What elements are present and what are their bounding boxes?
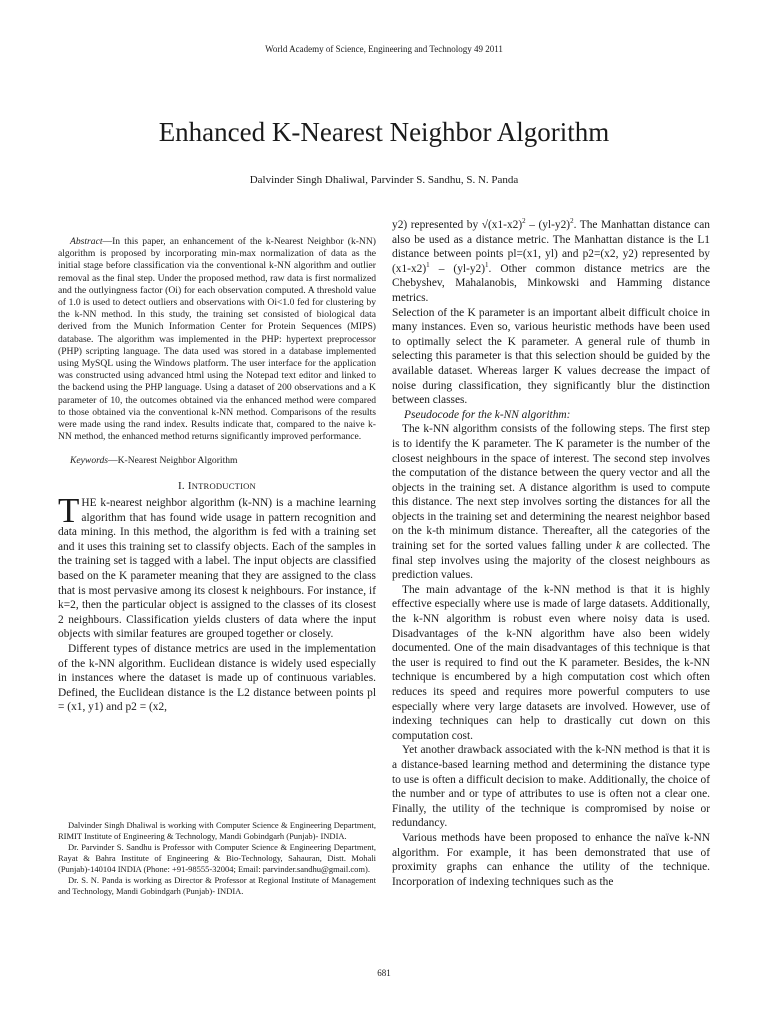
distance-text-d: – (yl-y2) bbox=[429, 262, 486, 275]
pseudocode-text-end: are collected. The final step involves using the majority of the closest neighbours as prediction values. bbox=[392, 540, 711, 582]
superscript: 2 bbox=[570, 217, 574, 226]
left-column bbox=[58, 218, 376, 715]
right-column bbox=[392, 218, 710, 889]
keywords bbox=[58, 455, 376, 467]
paper-title: Enhanced K-Nearest Neighbor Algorithm bbox=[158, 117, 610, 147]
journal-header: World Academy of Science, Engineering and Technology 49 2011 bbox=[265, 44, 503, 54]
distance-text-a: y2) represented by √(x1-x2) bbox=[392, 219, 523, 231]
pseudocode-subheading: Pseudocode for the k-NN algorithm: bbox=[404, 408, 571, 421]
advantages-paragraph: The main advantage of the k-NN method is that it is highly effective especially where use is made of large datasets. Additionally, the k-NN algorithm is robust even where noisy data is used. Disadvantages of the k-NN algorithm have also been widely documented. One of the main disadvantages of this technique is that the user is required to find out the K parameter. Besides, the k-NN technique is encumbered by a high computation cost which often reduces its speed and requires more powerful computers to use especially where very large datasets are involved. However, use of indexing techniques can help to drastically cut down on this computation cost. bbox=[392, 583, 710, 742]
page-number: 681 bbox=[377, 968, 391, 978]
drawback-paragraph: Yet another drawback associated with the k-NN method is that it is a distance-based learning method and determining the distance type to use is often a difficult decision to make. Additionally, the choice of the number and or type of attributes to use is often not a clear one. Finally, the utility of the technique is compromised by noise or redundancy. bbox=[392, 744, 710, 830]
distance-paragraph bbox=[392, 218, 710, 306]
paper-authors: Dalvinder Singh Dhaliwal, Parvinder S. Sandhu, S. N. Panda bbox=[249, 174, 519, 186]
distance-text-c: . The Manhattan distance can also be used as a distance metric. The Manhattan distance is the L1 distance between points pl=(x1, yl) and p2=(x2, y2) represented by (x1-x2) bbox=[392, 219, 710, 275]
keywords-label: Keywords bbox=[70, 455, 109, 467]
superscript: 2 bbox=[522, 217, 526, 226]
k-selection-paragraph: Selection of the K parameter is an important albeit difficult choice in many instances. Even so, various heuristic methods have been used to optimally select the K parameter. A general rule of thumb in selecting this parameter is that this selection should be guided by the available dataset. Whereas larger K values decrease the impact of noise during classification, they significantly blur the distinction between classes. bbox=[392, 306, 710, 407]
section-numeral: I. bbox=[178, 480, 185, 493]
abstract-label: Abstract bbox=[70, 236, 103, 247]
intro-paragraph-1-text: HE k-nearest neighbor algorithm (k-NN) is a machine learning algorithm that has found wide usage in pattern recognition and data mining. In this method, the algorithm is fed with a training set and it uses this training set to classify objects. Each of the samples in the training set is tagged with a label. The input objects are classified based on the K parameter meaning that they are assigned to the class that is most pervasive among its closest k neighbours. For instance, if k=2, then the particular object is assigned to the classes of its closest 2 neighbours. Classification yields clusters of data where the input objects with similar features are grouped together or closely. bbox=[58, 497, 376, 641]
pseudocode-text: The k-NN algorithm consists of the following steps. The first step is to identify the K parameter. The K parameter is the number of the closest neighbours in the space of interest. The second step involves the computation of the distance between the query vector and all the objects in the training set. A distance algorithm is used to compute this distance. The next step involves sorting the distances for all the objects in the training set and determining the nearest neighbor based on the k-th minimum distance. Thereafter, all the categories of the training set for the sorted values falling under bbox=[392, 423, 710, 553]
intro-paragraph-2: Different types of distance metrics are used in the implementation of the k-NN algorithm. Euclidean distance is widely used especially in instances where the dataset is made up of continuous variables. Defined, the Euclidean distance is the L2 distance between points pl = (x1, y1) and p2 = (x2, bbox=[58, 642, 376, 714]
footnote-3: Dr. S. N. Panda is working as Director & Professor at Regional Institute of Management and Technology, Mandi Gobindgarh (Punjab)- INDIA. bbox=[58, 875, 376, 896]
section-heading-introduction bbox=[58, 479, 376, 494]
pseudocode-paragraph bbox=[392, 422, 710, 583]
author-footnotes bbox=[58, 820, 376, 897]
distance-text-b: – (yl-y2) bbox=[525, 219, 571, 231]
footnote-2: Dr. Parvinder S. Sandhu is Professor with Computer Science & Engineering Department, Rayat & Bahra Institute of Engineering & Bio-Technology, Sahauran, Distt. Mohali (Punjab)-140104 INDIA (Phone: +91-98555-32004; Email: parvinder.sandhu@gmail.com). bbox=[58, 842, 376, 874]
keywords-text: —K-Nearest Neighbor Algorithm bbox=[108, 455, 238, 467]
section-title-first-letter: I bbox=[187, 480, 192, 493]
abstract bbox=[58, 236, 376, 443]
superscript: 1 bbox=[485, 260, 489, 269]
drop-cap: T bbox=[58, 491, 80, 531]
superscript: 1 bbox=[426, 260, 430, 269]
enhancements-paragraph: Various methods have been proposed to enhance the naïve k-NN algorithm. For example, it has been demonstrated that use of proximity graphs can enhance the utility of the technique. Incorporation of indexing techniques such as the bbox=[392, 831, 710, 888]
distance-text-e: . Other common distance metrics are the Chebyshev, Mahalanobis, Minkowski and Hamming distance metrics. bbox=[392, 262, 710, 304]
section-title-rest: NTRODUCTION bbox=[191, 481, 256, 492]
footnote-1: Dalvinder Singh Dhaliwal is working with Computer Science & Engineering Department, RIMIT Institute of Engineering & Technology, Mandi Gobindgarh (Punjab)- INDIA. bbox=[58, 820, 376, 841]
abstract-text: —In this paper, an enhancement of the k-Nearest Neighbor (k-NN) algorithm is proposed by incorporating min-max normalization of data as the initial stage before classification via the conventional k-NN algorithm and outlier removal as the final step. Under the proposed method, raw data is first normalized and the outlyingness factor (Oi) for each observation computed. A threshold value of 1.0 is used to detect outliers and observations with Oi<1.0 fed for clustering by the k-NN method. In this study, the training set consisted of biological data derived from the Munich Information Center for Protein Sequences (MIPS) database. The algorithm was implemented in the PHP: hypertext preprocessor (PHP) scripting language. The data used was stored in a database implemented using MySQL using the Windows platform. The user interface for the application was constructed using advanced html using the Notepad text editor and linked to the backend using the PHP language. Using a dataset of 200 observations and a K parameter of 10, the outcomes obtained via the enhanced method were compared to those obtained via the conventional k-NN method. Comparisons of the results were made using the rand index. Results indicate that, compared to the naive k-NN method, the enhanced method returns significantly improved performance. bbox=[58, 236, 376, 443]
pseudocode-k: k bbox=[616, 540, 622, 553]
intro-paragraph-1 bbox=[58, 491, 376, 642]
